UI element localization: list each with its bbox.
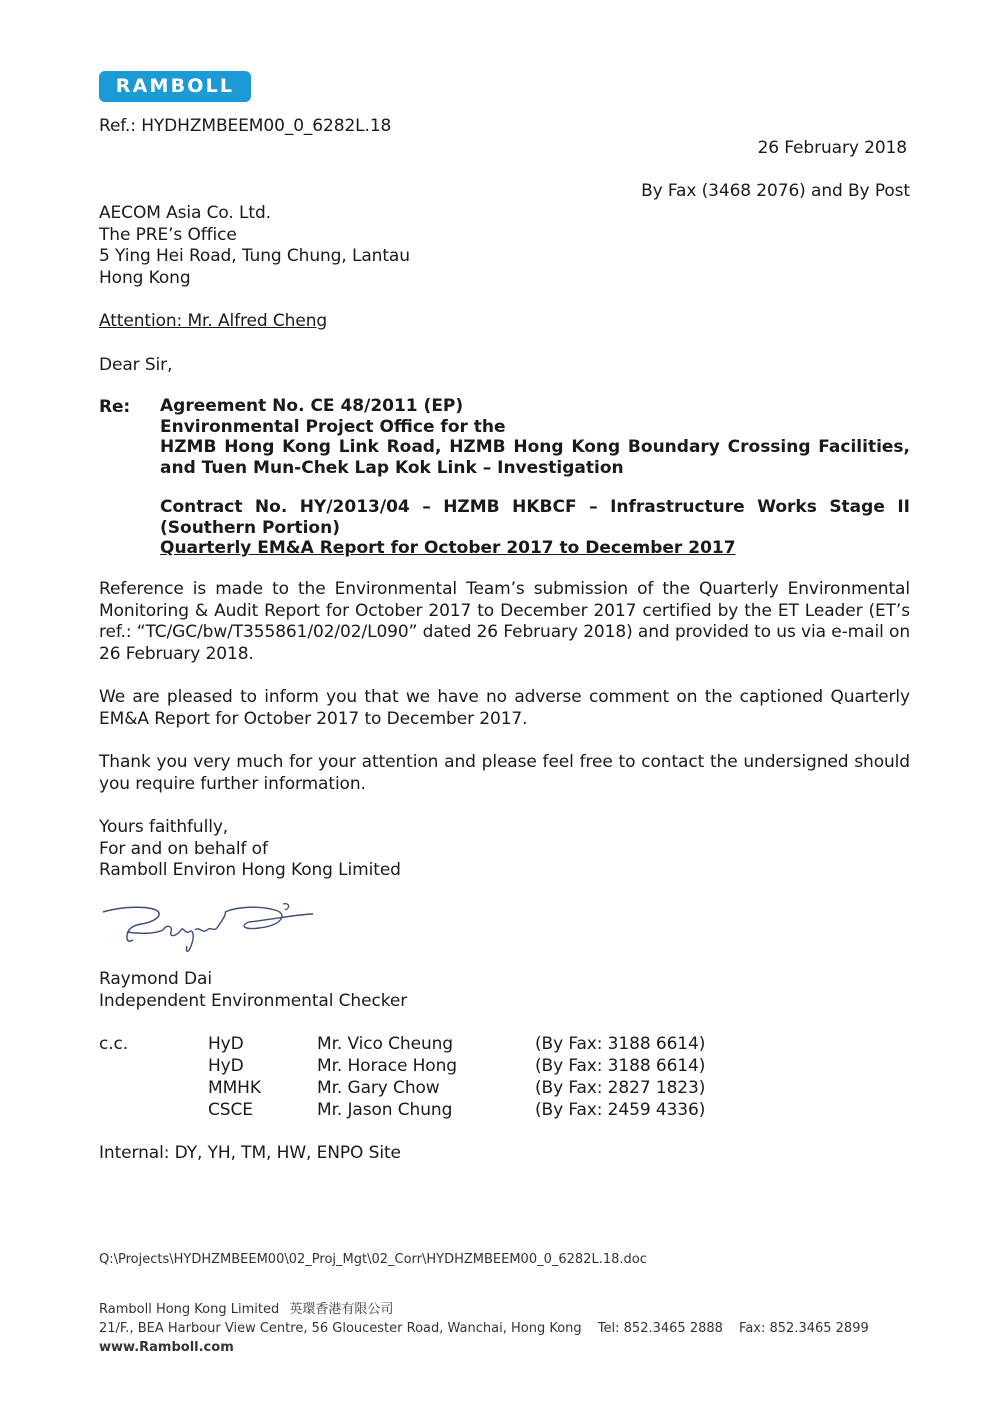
footer-tel: Tel: 852.3465 2888	[597, 1321, 723, 1336]
subject-project-line2: and Tuen Mun-Chek Lap Kok Link – Investigation	[160, 457, 624, 478]
cc-person: Mr. Jason Chung	[317, 1100, 453, 1120]
footer-contact-line	[99, 1319, 910, 1338]
signatory-name: Raymond Dai	[99, 969, 212, 989]
recipient-office: The PRE’s Office	[99, 224, 237, 245]
ramboll-logo	[99, 71, 251, 102]
cc-person: Mr. Horace Hong	[317, 1056, 457, 1076]
cc-fax: (By Fax: 2459 4336)	[535, 1100, 706, 1120]
closing-behalf: For and on behalf of	[99, 838, 268, 859]
subject-label: Re:	[99, 397, 131, 417]
salutation: Dear Sir,	[99, 355, 173, 375]
handwritten-signature	[99, 900, 319, 960]
recipient-street: 5 Ying Hei Road, Tung Chung, Lantau	[99, 246, 410, 266]
cc-person: Mr. Gary Chow	[317, 1078, 440, 1098]
footer-company-line	[99, 1300, 910, 1319]
reference-number: Ref.: HYDHZMBEEM00_0_6282L.18	[99, 116, 392, 136]
cc-org: CSCE	[208, 1100, 253, 1120]
cc-org: MMHK	[208, 1078, 261, 1098]
footer-fax: Fax: 852.3465 2899	[739, 1321, 869, 1336]
delivery-method: By Fax (3468 2076) and By Post	[641, 181, 910, 201]
subject-report-title: Quarterly EM&A Report for October 2017 to December 2017	[160, 538, 736, 558]
subject-block	[160, 396, 910, 478]
cc-fax: (By Fax: 2827 1823)	[535, 1078, 706, 1098]
recipient-city: Hong Kong	[99, 267, 191, 288]
signatory-title: Independent Environmental Checker	[99, 990, 408, 1011]
subject-project-office: Environmental Project Office for the	[160, 416, 506, 437]
file-path: Q:\Projects\HYDHZMBEEM00\02_Proj_Mgt\02_Corr\HYDHZMBEEM00_0_6282L.18.doc	[99, 1252, 647, 1267]
cc-label: c.c.	[99, 1034, 129, 1054]
letter-date: 26 February 2018	[757, 138, 907, 158]
closing-company: Ramboll Environ Hong Kong Limited	[99, 860, 401, 880]
footer-company: Ramboll Hong Kong Limited	[99, 1302, 280, 1317]
body-paragraph-3: Thank you very much for your attention and please feel free to contact the undersigned should you require further information.	[99, 752, 910, 794]
footer-address: 21/F., BEA Harbour View Centre, 56 Gloucester Road, Wanchai, Hong Kong	[99, 1321, 582, 1336]
footer-website[interactable]: www.Ramboll.com	[99, 1340, 234, 1355]
recipient-company: AECOM Asia Co. Ltd.	[99, 203, 271, 223]
cc-org: HyD	[208, 1034, 244, 1054]
footer	[99, 1300, 910, 1357]
footer-company-chinese: 英環香港有限公司	[289, 1302, 394, 1317]
cc-fax: (By Fax: 3188 6614)	[535, 1056, 706, 1076]
body-paragraph-1: Reference is made to the Environmental Team’s submission of the Quarterly Environmental Monitoring & Audit Report for October 2017 to December 2017 certified by the ET Leader (ET’s ref.: “TC/GC/bw/T355861/02/02/L090” dated 26 February 2018) and provided to us via e-mail on 26 February 2018.	[99, 579, 910, 664]
cc-fax: (By Fax: 3188 6614)	[535, 1034, 706, 1054]
logo-text: RAMBOLL	[115, 75, 235, 97]
subject-project-line1: HZMB Hong Kong Link Road, HZMB Hong Kong Boundary Crossing Facilities,	[160, 437, 910, 457]
recipient-address	[99, 203, 410, 289]
body-paragraph-2: We are pleased to inform you that we have no adverse comment on the captioned Quarterly EM&A Report for October 2017 to December 2017.	[99, 687, 910, 729]
closing-phrase: Yours faithfully,	[99, 817, 229, 837]
subject-contract: Contract No. HY/2013/04 – HZMB HKBCF – Infrastructure Works Stage II	[160, 497, 910, 517]
attention-line: Attention: Mr. Alfred Cheng	[99, 311, 328, 331]
subject-contract-block	[160, 497, 910, 559]
cc-person: Mr. Vico Cheung	[317, 1034, 453, 1054]
signatory-block	[99, 969, 407, 1012]
subject-contract-portion: (Southern Portion)	[160, 517, 340, 538]
cc-list	[0, 1034, 993, 1124]
subject-agreement: Agreement No. CE 48/2011 (EP)	[160, 396, 464, 416]
internal-distribution: Internal: DY, YH, TM, HW, ENPO Site	[99, 1143, 401, 1163]
signature-image	[99, 900, 319, 960]
cc-org: HyD	[208, 1056, 244, 1076]
closing-block	[99, 817, 401, 882]
